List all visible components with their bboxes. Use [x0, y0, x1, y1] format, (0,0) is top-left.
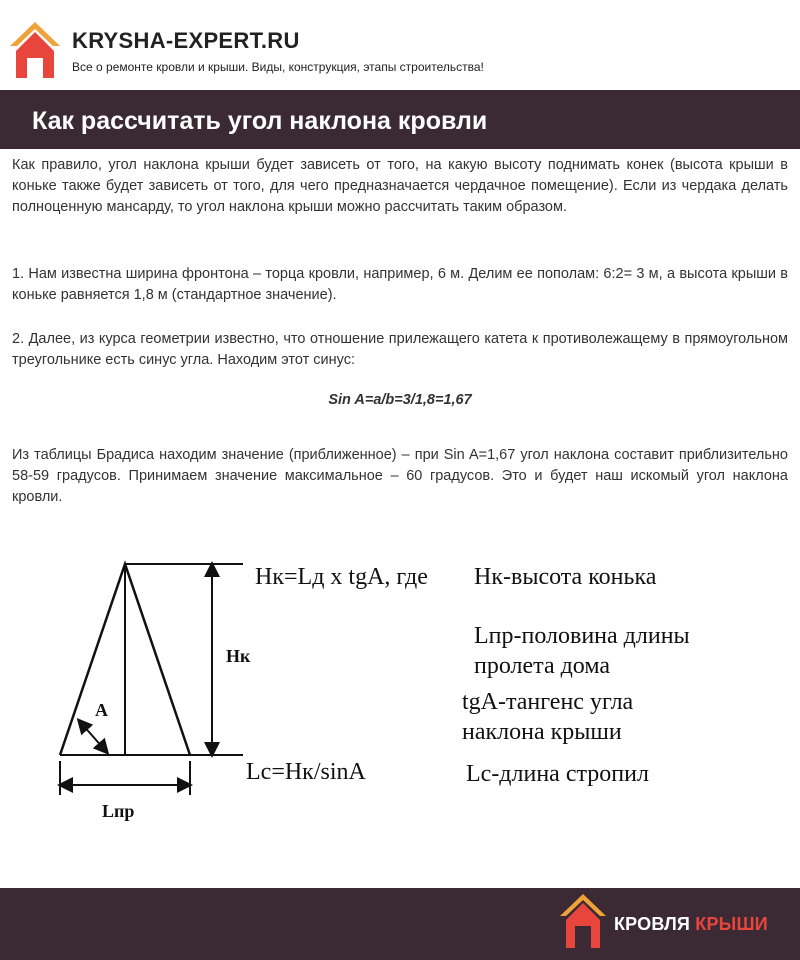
paragraph-step-1: 1. Нам известна ширина фронтона – торца кровли, например, 6 м. Делим ее пополам: 6:2= 3 м, а высота крыши в коньке равняется 1,8 м (стандартное значение). [12, 266, 788, 303]
label-angle: A [95, 700, 108, 720]
paragraph-intro: Как правило, угол наклона крыши будет зависеть от того, на какую высоту поднимать конек (высота крыши в коньке также будет зависеть от того, для чего предназначается чердачное помещение). Если из чердака делать полноценную мансарду, то угол наклона крыши можно рассчитать таким образом. [12, 157, 788, 215]
page-title: Как рассчитать угол наклона кровли [32, 107, 488, 135]
site-tagline: Все о ремонте кровли и крыши. Виды, конструкция, этапы строительства! [72, 60, 484, 74]
footer [0, 888, 800, 960]
legend-lc: Lс-длина стропил [466, 761, 649, 787]
legend-tga-1: tgA-тангенс угла [462, 689, 634, 715]
footer-brand[interactable] [614, 914, 768, 935]
paragraph-result: Из таблицы Брадиса находим значение (приближенное) – при Sin A=1,67 угол наклона составит приблизительно 58-59 градусов. Принимаем значение максимальное – 60 градусов. Это и будет наш искомый угол наклона кровли. [12, 447, 788, 505]
site-header [0, 0, 800, 90]
house-logo-icon[interactable] [10, 22, 60, 80]
label-base: Lпр [102, 801, 135, 821]
label-height: Hк [226, 646, 251, 666]
paragraph-step-2: 2. Далее, из курса геометрии известно, что отношение прилежащего катета к противолежащему в прямоугольном треугольнике есть синус угла. Находим этот синус: [12, 331, 788, 368]
sine-formula: Sin A=a/b=3/1,8=1,67 [328, 392, 472, 408]
roof-triangle [60, 564, 243, 755]
formula-height: Hк=Lд x tgA, где [255, 564, 428, 590]
footer-brand-word-2: КРЫШИ [695, 914, 768, 934]
site-name[interactable]: KRYSHA-EXPERT.RU [72, 28, 300, 53]
legend-lpr-2: пролета дома [474, 653, 611, 679]
formula-rafter: Lс=Hк/sinA [246, 759, 366, 785]
legend-tga-2: наклона крыши [462, 719, 622, 745]
angle-arrow [82, 724, 104, 749]
roof-brand-icon[interactable] [560, 894, 606, 952]
article-content [0, 149, 800, 888]
legend-hk: Hк-высота конька [474, 564, 657, 590]
roof-angle-diagram [0, 539, 800, 839]
legend-lpr-1: Lпр-половина длины [474, 623, 690, 649]
title-bar [0, 97, 654, 149]
footer-brand-word-1: КРОВЛЯ [614, 914, 691, 934]
